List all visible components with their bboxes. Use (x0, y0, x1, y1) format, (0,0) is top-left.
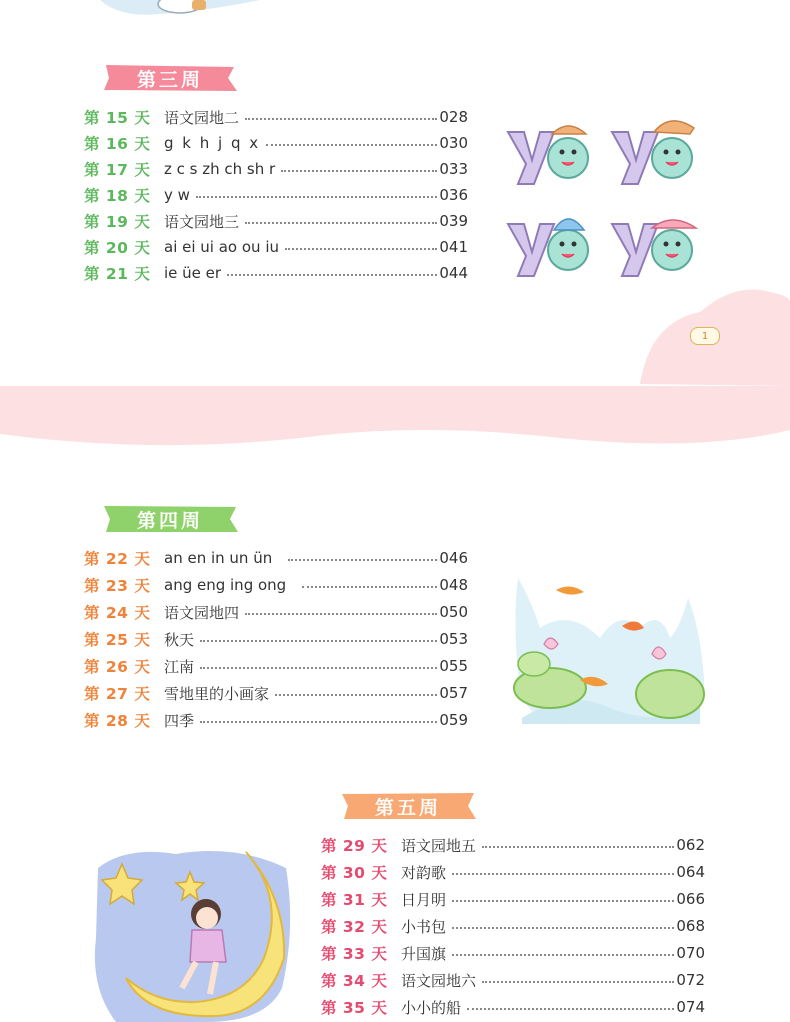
entry-title: 江南 (164, 657, 195, 676)
toc-row[interactable] (84, 236, 468, 258)
page-number: 028 (439, 108, 468, 126)
toc-row[interactable] (84, 184, 468, 206)
entry-title: 四季 (164, 711, 195, 730)
leader-dots (227, 274, 437, 276)
entry-title: 语文园地四 (164, 603, 240, 622)
day-label: 第 23 天 (84, 577, 151, 595)
entry-title: 语文园地三 (164, 212, 240, 231)
week5-label: 第五周 (374, 796, 441, 819)
toc-row[interactable] (84, 262, 468, 284)
day-label: 第 29 天 (321, 837, 388, 855)
toc-row[interactable] (84, 574, 468, 596)
week4-badge (100, 504, 240, 534)
entry-title: 日月明 (401, 890, 447, 909)
page-number: 074 (676, 998, 705, 1016)
day-label: 第 26 天 (84, 658, 151, 676)
entry-title: 语文园地五 (401, 836, 477, 855)
leader-dots (245, 222, 437, 224)
leader-dots (275, 694, 437, 696)
page-number: 055 (439, 657, 468, 675)
day-label: 第 25 天 (84, 631, 151, 649)
top-partial-illustration (100, 0, 260, 18)
page-number: 030 (439, 134, 468, 152)
entry-title: 雪地里的小画家 (164, 684, 270, 703)
toc-row[interactable] (84, 158, 468, 180)
page-number: 046 (439, 549, 468, 567)
leader-dots (266, 144, 437, 146)
day-label: 第 15 天 (84, 109, 151, 127)
leader-dots (452, 873, 674, 875)
entry-title: ang eng ing ong (164, 576, 287, 594)
toc-row[interactable] (84, 106, 468, 128)
toc-row[interactable] (84, 682, 468, 704)
letter-group-3 (508, 219, 588, 276)
pink-wave-divider (0, 282, 790, 452)
page-number: 066 (676, 890, 705, 908)
day-label: 第 28 天 (84, 712, 151, 730)
toc-row[interactable] (321, 942, 705, 964)
toc-row[interactable] (84, 709, 468, 731)
letter-group-4 (612, 220, 696, 276)
toc-row[interactable] (84, 655, 468, 677)
day-label: 第 21 天 (84, 265, 151, 283)
toc-row[interactable] (321, 888, 705, 910)
toc-row[interactable] (84, 210, 468, 232)
day-label: 第 19 天 (84, 213, 151, 231)
leader-dots (245, 613, 437, 615)
page-number: 033 (439, 160, 468, 178)
day-label: 第 22 天 (84, 550, 151, 568)
leader-dots (281, 170, 437, 172)
page-number: 041 (439, 238, 468, 256)
day-label: 第 32 天 (321, 918, 388, 936)
day-label: 第 20 天 (84, 239, 151, 257)
day-label: 第 17 天 (84, 161, 151, 179)
week5-toc (321, 834, 705, 1020)
page-number: 072 (676, 971, 705, 989)
entry-title: 语文园地六 (401, 971, 477, 990)
leader-dots (285, 248, 437, 250)
page-number: 044 (439, 264, 468, 282)
leader-dots (452, 927, 674, 929)
day-label: 第 34 天 (321, 972, 388, 990)
letter-group-2 (612, 121, 694, 184)
page-number: 053 (439, 630, 468, 648)
entry-title: ai ei ui ao ou iu (164, 238, 279, 256)
entry-title: 升国旗 (401, 944, 447, 963)
lotus-pond-illustration (510, 568, 706, 728)
leader-dots (245, 118, 437, 120)
page-number-text: 1 (701, 330, 709, 342)
yw-letter-characters-illustration (500, 112, 705, 284)
week5-badge (338, 791, 478, 821)
toc-row[interactable] (321, 861, 705, 883)
toc-row[interactable] (321, 969, 705, 991)
week4-label: 第四周 (136, 509, 203, 532)
page-number: 064 (676, 863, 705, 881)
page-number: 050 (439, 603, 468, 621)
day-label: 第 16 天 (84, 135, 151, 153)
day-label: 第 31 天 (321, 891, 388, 909)
page-number: 057 (439, 684, 468, 702)
leader-dots (200, 721, 437, 723)
page-number: 068 (676, 917, 705, 935)
toc-row[interactable] (321, 834, 705, 856)
toc-row[interactable] (84, 547, 468, 569)
page-number: 062 (676, 836, 705, 854)
toc-row[interactable] (321, 996, 705, 1018)
day-label: 第 30 天 (321, 864, 388, 882)
leader-dots (452, 900, 674, 902)
day-label: 第 33 天 (321, 945, 388, 963)
entry-title: y w (164, 186, 190, 204)
girl-on-moon-illustration (86, 838, 296, 1022)
entry-title: z c s zh ch sh r (164, 160, 276, 178)
entry-title: 秋天 (164, 630, 195, 649)
entry-title: an en in un ün (164, 549, 273, 567)
leader-dots (482, 981, 674, 983)
page-number: 036 (439, 186, 468, 204)
leader-dots (196, 196, 437, 198)
toc-row[interactable] (84, 132, 468, 154)
day-label: 第 18 天 (84, 187, 151, 205)
week4-toc (84, 547, 468, 733)
toc-row[interactable] (84, 628, 468, 650)
toc-row[interactable] (321, 915, 705, 937)
leader-dots (482, 846, 674, 848)
letter-group-1 (508, 126, 588, 184)
page-number: 059 (439, 711, 468, 729)
entry-title: ie üe er (164, 264, 222, 282)
day-label: 第 35 天 (321, 999, 388, 1017)
toc-row[interactable] (84, 601, 468, 623)
entry-title: g k h j q x (164, 134, 261, 152)
leader-dots (200, 667, 437, 669)
day-label: 第 27 天 (84, 685, 151, 703)
entry-title: 小小的船 (401, 998, 462, 1017)
page-number: 070 (676, 944, 705, 962)
week3-label: 第三周 (136, 68, 203, 91)
leader-dots (200, 640, 437, 642)
entry-title: 对韵歌 (401, 863, 447, 882)
week3-toc (84, 106, 468, 286)
leader-dots (288, 559, 437, 561)
entry-title: 小书包 (401, 917, 447, 936)
week3-badge (100, 63, 240, 93)
day-label: 第 24 天 (84, 604, 151, 622)
page-number: 039 (439, 212, 468, 230)
leader-dots (302, 586, 437, 588)
entry-title: 语文园地二 (164, 108, 240, 127)
leader-dots (467, 1008, 674, 1010)
leader-dots (452, 954, 674, 956)
page-number: 048 (439, 576, 468, 594)
page-number-badge (690, 327, 720, 345)
